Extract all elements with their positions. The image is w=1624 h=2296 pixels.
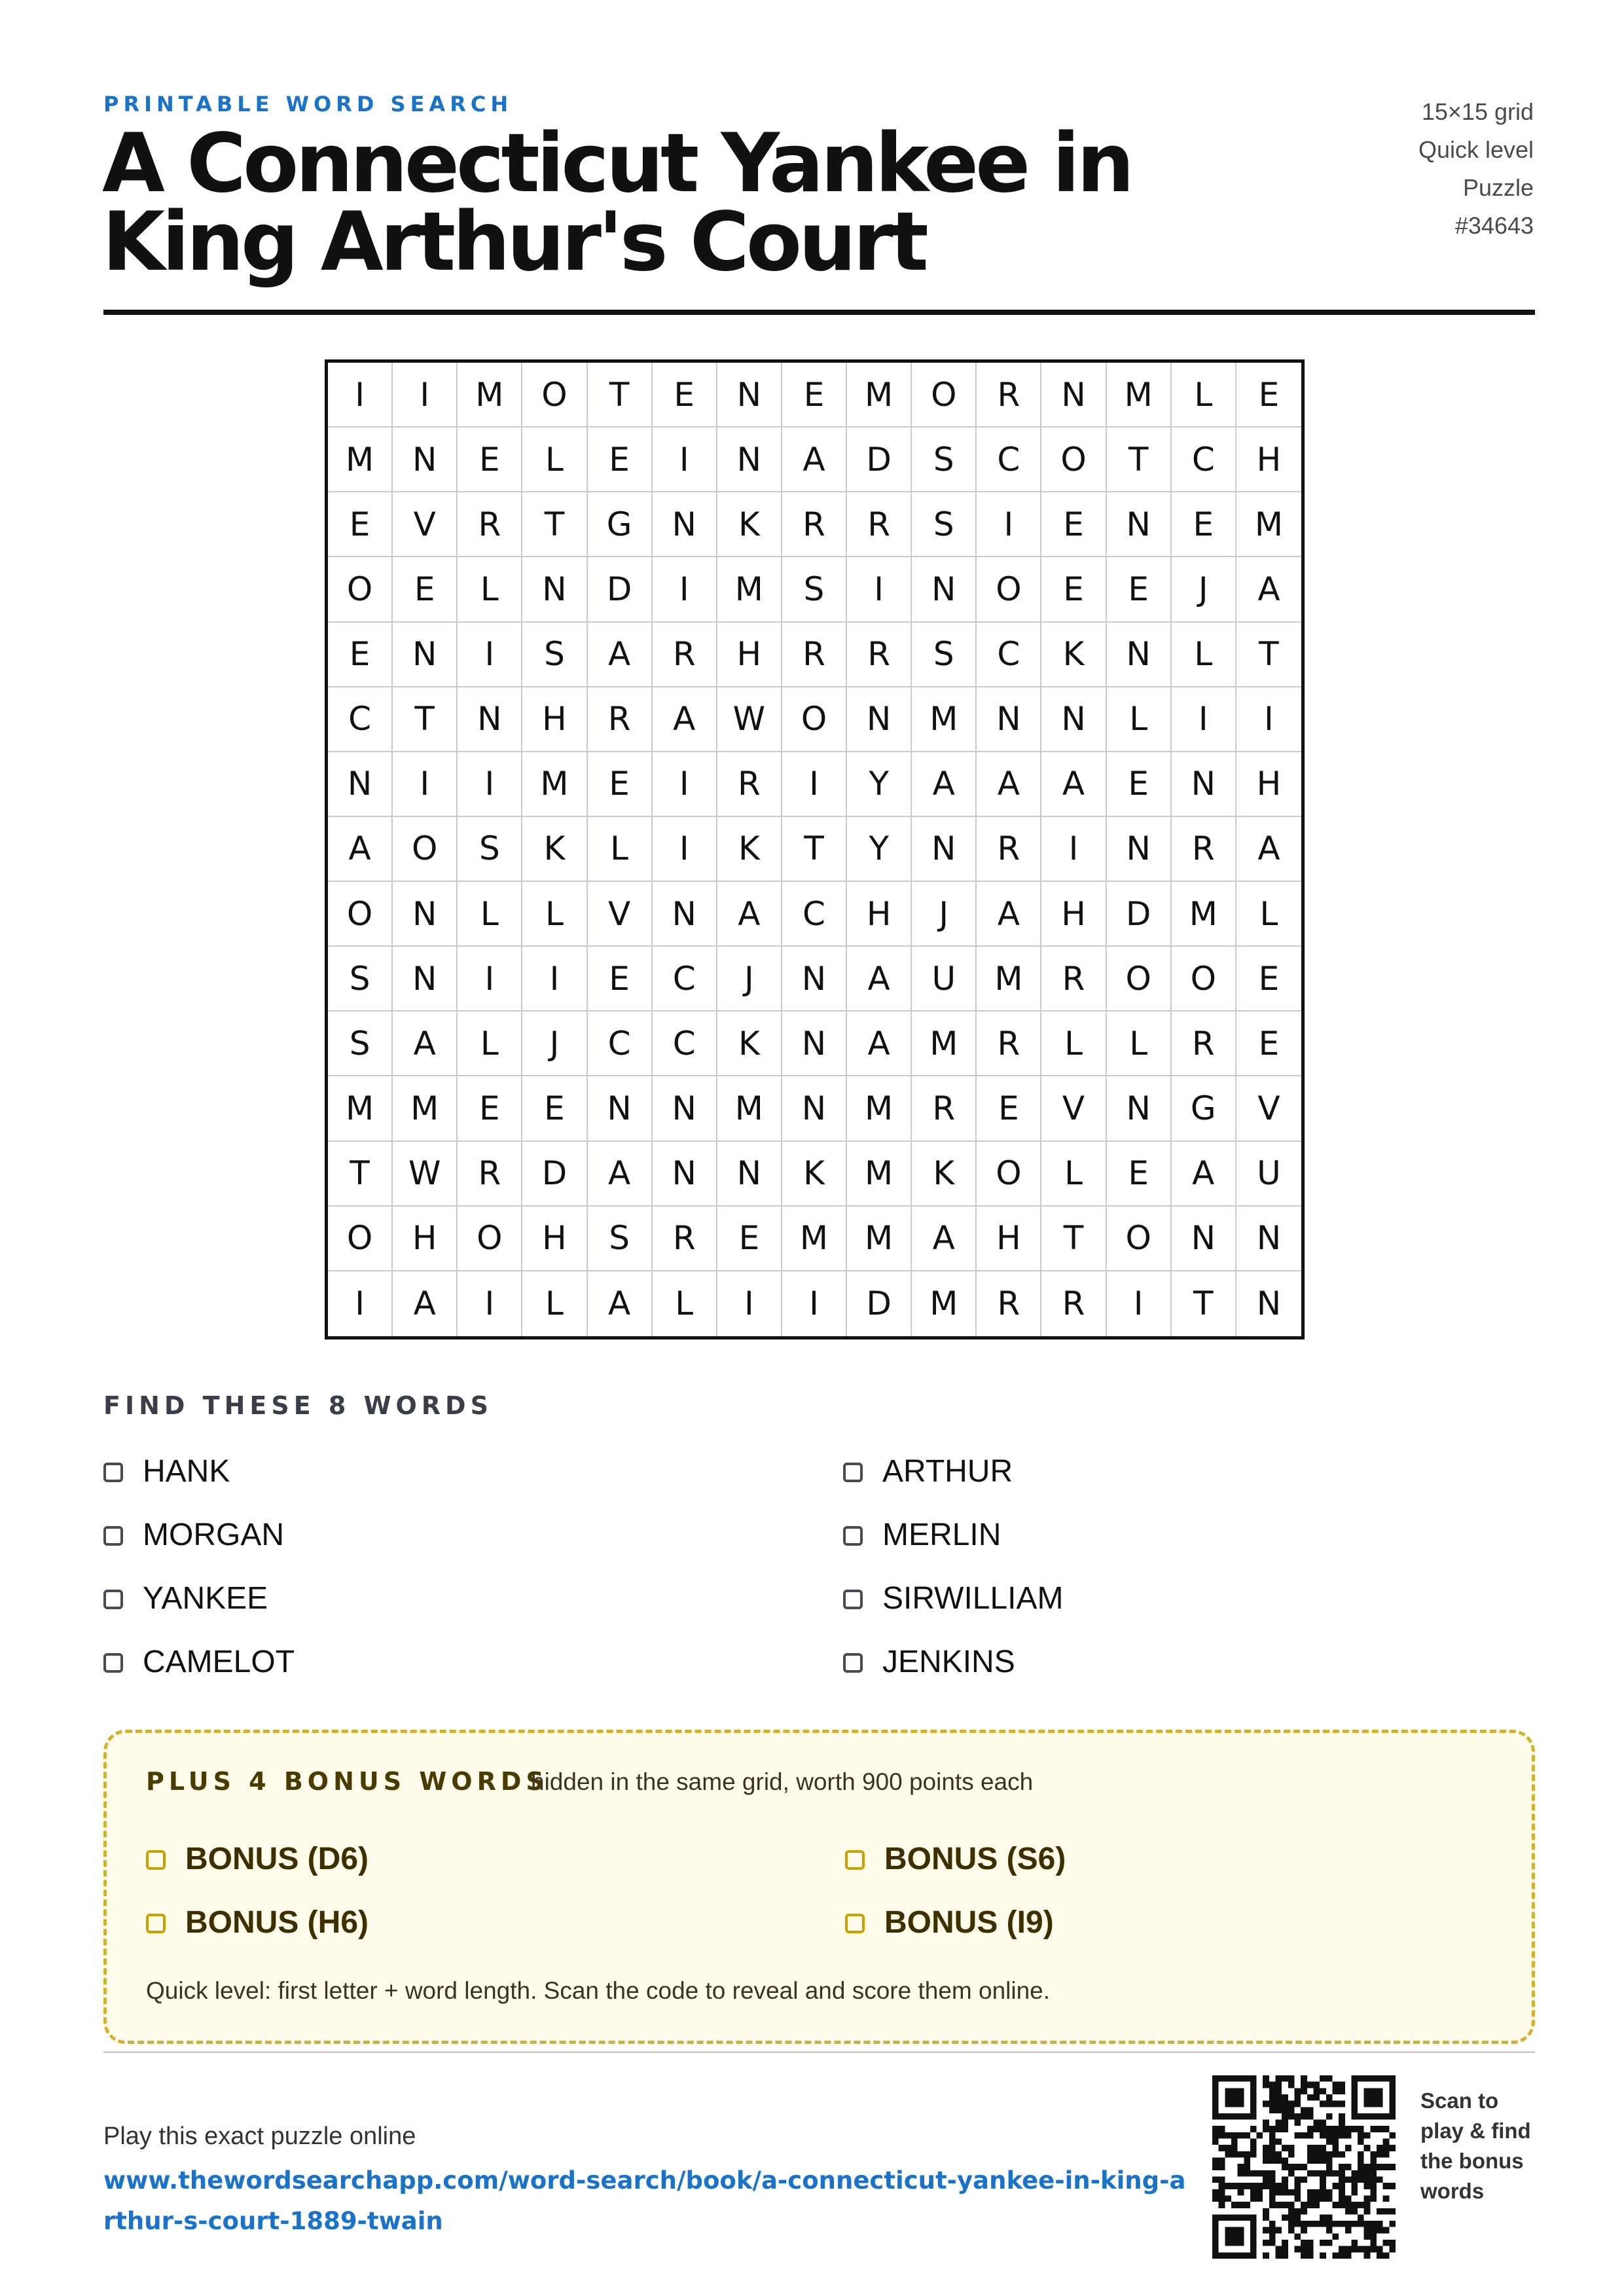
bonus-item-d6[interactable]: [146, 1838, 845, 1901]
grid-cell[interactable]: L: [522, 1271, 587, 1336]
grid-cell[interactable]: K: [717, 817, 782, 882]
grid-cell[interactable]: M: [522, 752, 587, 817]
grid-cell[interactable]: H: [1236, 428, 1301, 492]
word-label: SIRWILLIAM: [882, 1581, 1064, 1616]
grid-cell[interactable]: J: [912, 882, 977, 947]
grid-cell[interactable]: D: [588, 557, 653, 622]
grid-cell[interactable]: T: [1107, 428, 1172, 492]
grid-cell[interactable]: E: [717, 1207, 782, 1271]
grid-cell[interactable]: I: [1172, 687, 1236, 752]
word-item-arthur[interactable]: [843, 1450, 1535, 1514]
grid-cell[interactable]: C: [653, 947, 717, 1011]
grid-cell[interactable]: W: [393, 1142, 458, 1207]
grid-cell[interactable]: A: [1236, 817, 1301, 882]
grid-cell[interactable]: N: [717, 428, 782, 492]
bonus-item-i9[interactable]: [845, 1901, 1494, 1965]
grid-cell[interactable]: R: [1172, 817, 1236, 882]
grid-cell[interactable]: R: [458, 1142, 522, 1207]
grid-cell[interactable]: H: [522, 1207, 587, 1271]
grid-cell[interactable]: I: [458, 1271, 522, 1336]
grid-cell[interactable]: J: [1172, 557, 1236, 622]
grid-cell[interactable]: A: [588, 1142, 653, 1207]
grid-cell[interactable]: I: [653, 557, 717, 622]
grid-cell[interactable]: O: [782, 687, 847, 752]
checkbox[interactable]: [843, 1463, 863, 1482]
grid-cell[interactable]: U: [912, 947, 977, 1011]
grid-cell[interactable]: I: [522, 947, 587, 1011]
checkbox[interactable]: [146, 1914, 166, 1933]
grid-cell[interactable]: L: [458, 557, 522, 622]
grid-cell[interactable]: M: [717, 557, 782, 622]
grid-cell[interactable]: A: [1041, 752, 1106, 817]
grid-cell[interactable]: A: [977, 882, 1041, 947]
grid-cell[interactable]: E: [1041, 557, 1106, 622]
checkbox[interactable]: [843, 1590, 863, 1609]
grid-cell[interactable]: E: [1236, 363, 1301, 428]
grid-cell[interactable]: O: [328, 1207, 393, 1271]
checkbox[interactable]: [103, 1590, 123, 1609]
grid-cell[interactable]: O: [393, 817, 458, 882]
grid-cell[interactable]: L: [1172, 623, 1236, 687]
grid-cell[interactable]: E: [328, 623, 393, 687]
grid-cell[interactable]: E: [393, 557, 458, 622]
grid-cell[interactable]: N: [847, 687, 912, 752]
grid-cell[interactable]: M: [328, 1076, 393, 1141]
grid-cell[interactable]: L: [1236, 882, 1301, 947]
grid-cell[interactable]: E: [1107, 1142, 1172, 1207]
grid-cell[interactable]: A: [1236, 557, 1301, 622]
grid-cell[interactable]: S: [588, 1207, 653, 1271]
grid-cell[interactable]: D: [847, 428, 912, 492]
grid-cell[interactable]: N: [782, 947, 847, 1011]
grid-cell[interactable]: M: [912, 687, 977, 752]
grid-cell[interactable]: T: [782, 817, 847, 882]
grid-cell[interactable]: N: [1107, 623, 1172, 687]
grid-cell[interactable]: R: [977, 363, 1041, 428]
grid-cell[interactable]: N: [328, 752, 393, 817]
checkbox[interactable]: [103, 1526, 123, 1546]
grid-cell[interactable]: G: [588, 492, 653, 557]
grid-cell[interactable]: M: [912, 1011, 977, 1076]
grid-cell[interactable]: R: [847, 492, 912, 557]
grid-cell[interactable]: S: [458, 817, 522, 882]
word-item-merlin[interactable]: [843, 1514, 1535, 1577]
grid-cell[interactable]: N: [1172, 1207, 1236, 1271]
bonus-label: BONUS (I9): [884, 1905, 1054, 1940]
grid-cell[interactable]: N: [588, 1076, 653, 1141]
grid-cell[interactable]: R: [912, 1076, 977, 1141]
checkbox[interactable]: [843, 1526, 863, 1546]
grid-cell[interactable]: O: [1041, 428, 1106, 492]
checkbox[interactable]: [845, 1914, 865, 1933]
bonus-panel: [103, 1730, 1535, 2044]
grid-cell[interactable]: N: [977, 687, 1041, 752]
checkbox[interactable]: [843, 1653, 863, 1673]
grid-cell[interactable]: I: [717, 1271, 782, 1336]
meta-grid-size: 15×15 grid: [1421, 98, 1534, 125]
grid-cell[interactable]: E: [653, 363, 717, 428]
grid-cell[interactable]: I: [847, 557, 912, 622]
grid-cell[interactable]: N: [653, 1076, 717, 1141]
grid-cell[interactable]: A: [588, 1271, 653, 1336]
grid-cell[interactable]: E: [1236, 947, 1301, 1011]
grid-cell[interactable]: I: [1107, 1271, 1172, 1336]
grid-cell[interactable]: N: [393, 882, 458, 947]
grid-cell[interactable]: K: [717, 1011, 782, 1076]
grid-cell[interactable]: I: [458, 623, 522, 687]
grid-cell[interactable]: N: [1236, 1207, 1301, 1271]
puzzle-url-link[interactable]: www.thewordsearchapp.com/word-search/book/a-connecticut-yankee-in-king-arthur-s-court-1889-twain: [103, 2166, 1186, 2235]
grid-cell[interactable]: M: [847, 1142, 912, 1207]
grid-cell[interactable]: T: [1041, 1207, 1106, 1271]
grid-cell[interactable]: H: [717, 623, 782, 687]
grid-cell[interactable]: R: [782, 623, 847, 687]
bonus-note: Quick level: first letter + word length. Scan the code to reveal and score them online.: [146, 1977, 1051, 2004]
grid-cell[interactable]: C: [328, 687, 393, 752]
checkbox[interactable]: [146, 1850, 166, 1870]
grid-cell[interactable]: M: [328, 428, 393, 492]
grid-cell[interactable]: E: [1236, 1011, 1301, 1076]
bonus-label: BONUS (D6): [185, 1842, 369, 1876]
grid-cell[interactable]: A: [847, 947, 912, 1011]
qr-code[interactable]: [1212, 2075, 1396, 2259]
grid-cell[interactable]: C: [977, 623, 1041, 687]
grid-cell[interactable]: D: [522, 1142, 587, 1207]
grid-cell[interactable]: N: [393, 623, 458, 687]
grid-cell[interactable]: H: [522, 687, 587, 752]
word-item-yankee[interactable]: [103, 1577, 843, 1641]
grid-cell[interactable]: M: [912, 1271, 977, 1336]
meta-puzzle-label: Puzzle: [1462, 174, 1534, 201]
grid-cell[interactable]: I: [328, 1271, 393, 1336]
grid-cell[interactable]: N: [1041, 363, 1106, 428]
grid-cell[interactable]: E: [782, 363, 847, 428]
grid-cell[interactable]: E: [588, 428, 653, 492]
meta-puzzle-number: #34643: [1454, 212, 1534, 239]
grid-cell[interactable]: N: [912, 557, 977, 622]
grid-cell[interactable]: M: [782, 1207, 847, 1271]
grid-cell[interactable]: O: [977, 557, 1041, 622]
grid-cell[interactable]: S: [912, 492, 977, 557]
grid-cell[interactable]: I: [782, 752, 847, 817]
grid-cell[interactable]: D: [847, 1271, 912, 1336]
grid-cell[interactable]: U: [1236, 1142, 1301, 1207]
grid-cell[interactable]: H: [977, 1207, 1041, 1271]
grid-cell[interactable]: V: [1041, 1076, 1106, 1141]
grid-cell[interactable]: H: [393, 1207, 458, 1271]
word-label: CAMELOT: [143, 1645, 295, 1679]
word-label: ARTHUR: [882, 1454, 1013, 1489]
grid-cell[interactable]: H: [1236, 752, 1301, 817]
letter-grid: [325, 359, 1305, 1339]
word-item-hank[interactable]: [103, 1450, 843, 1514]
grid-cell[interactable]: A: [782, 428, 847, 492]
word-label: YANKEE: [143, 1581, 268, 1616]
scan-instructions: Scan to play & find the bonus words: [1420, 2088, 1531, 2203]
grid-cell[interactable]: I: [328, 363, 393, 428]
word-label: MORGAN: [143, 1518, 284, 1552]
grid-cell[interactable]: E: [1172, 492, 1236, 557]
grid-cell[interactable]: K: [717, 492, 782, 557]
bonus-list: [146, 1838, 1494, 1965]
grid-cell[interactable]: M: [847, 1076, 912, 1141]
grid-cell[interactable]: Y: [847, 817, 912, 882]
grid-cell[interactable]: E: [328, 492, 393, 557]
grid-cell[interactable]: R: [653, 623, 717, 687]
grid-cell[interactable]: A: [1172, 1142, 1236, 1207]
grid-cell[interactable]: M: [1236, 492, 1301, 557]
grid-cell[interactable]: E: [458, 428, 522, 492]
grid-cell[interactable]: L: [1041, 1142, 1106, 1207]
grid-cell[interactable]: A: [912, 1207, 977, 1271]
grid-cell[interactable]: N: [653, 1142, 717, 1207]
grid-cell[interactable]: T: [588, 363, 653, 428]
grid-cell[interactable]: O: [458, 1207, 522, 1271]
grid-cell[interactable]: A: [393, 1271, 458, 1336]
grid-cell[interactable]: S: [912, 428, 977, 492]
grid-cell[interactable]: N: [1107, 1076, 1172, 1141]
grid-cell[interactable]: R: [1041, 947, 1106, 1011]
grid-cell[interactable]: M: [847, 363, 912, 428]
grid-cell[interactable]: O: [912, 363, 977, 428]
grid-cell[interactable]: O: [522, 363, 587, 428]
grid-cell[interactable]: L: [458, 1011, 522, 1076]
grid-cell[interactable]: A: [588, 623, 653, 687]
grid-cell[interactable]: I: [1236, 687, 1301, 752]
grid-cell[interactable]: N: [1107, 817, 1172, 882]
word-list: [103, 1450, 1535, 1704]
grid-cell[interactable]: V: [393, 492, 458, 557]
find-words-heading: FIND THESE 8 WORDS: [103, 1391, 493, 1420]
grid-cell[interactable]: N: [522, 557, 587, 622]
word-label: MERLIN: [882, 1518, 1001, 1552]
grid-cell[interactable]: R: [717, 752, 782, 817]
grid-cell[interactable]: N: [912, 817, 977, 882]
puzzle-meta: [1272, 93, 1534, 245]
grid-cell[interactable]: T: [328, 1142, 393, 1207]
bonus-subtitle: hidden in the same grid, worth 900 points each: [531, 1768, 1034, 1795]
grid-cell[interactable]: R: [847, 623, 912, 687]
grid-cell[interactable]: C: [1172, 428, 1236, 492]
grid-cell[interactable]: A: [977, 752, 1041, 817]
grid-cell[interactable]: A: [653, 687, 717, 752]
grid-cell[interactable]: K: [1041, 623, 1106, 687]
grid-cell[interactable]: L: [1107, 1011, 1172, 1076]
bonus-item-h6[interactable]: [146, 1901, 845, 1965]
grid-cell[interactable]: E: [1107, 752, 1172, 817]
grid-cell[interactable]: N: [782, 1011, 847, 1076]
grid-cell[interactable]: E: [588, 947, 653, 1011]
grid-cell[interactable]: R: [977, 1011, 1041, 1076]
page-title: A Connecticut Yankee in King Arthur's Court: [102, 117, 1132, 289]
grid-cell[interactable]: R: [1172, 1011, 1236, 1076]
grid-cell[interactable]: L: [1172, 363, 1236, 428]
bonus-heading: PLUS 4 BONUS WORDS: [146, 1767, 549, 1796]
grid-cell[interactable]: J: [522, 1011, 587, 1076]
word-item-camelot[interactable]: [103, 1641, 843, 1704]
grid-cell[interactable]: L: [1041, 1011, 1106, 1076]
grid-cell[interactable]: N: [1041, 687, 1106, 752]
bonus-label: BONUS (H6): [185, 1905, 369, 1940]
grid-cell[interactable]: N: [653, 492, 717, 557]
grid-cell[interactable]: E: [458, 1076, 522, 1141]
grid-cell[interactable]: H: [1041, 882, 1106, 947]
grid-cell[interactable]: M: [393, 1076, 458, 1141]
grid-cell[interactable]: R: [653, 1207, 717, 1271]
bonus-item-s6[interactable]: [845, 1838, 1494, 1901]
grid-cell[interactable]: I: [1041, 817, 1106, 882]
grid-cell[interactable]: E: [1107, 557, 1172, 622]
word-label: HANK: [143, 1454, 230, 1489]
checkbox[interactable]: [845, 1850, 865, 1870]
grid-cell[interactable]: O: [977, 1142, 1041, 1207]
grid-cell[interactable]: I: [653, 817, 717, 882]
grid-cell[interactable]: I: [977, 492, 1041, 557]
grid-cell[interactable]: M: [847, 1207, 912, 1271]
grid-cell[interactable]: N: [393, 428, 458, 492]
grid-cell[interactable]: T: [393, 687, 458, 752]
grid-cell[interactable]: L: [653, 1271, 717, 1336]
grid-cell[interactable]: H: [847, 882, 912, 947]
grid-cell[interactable]: S: [328, 947, 393, 1011]
grid-cell[interactable]: O: [328, 882, 393, 947]
grid-cell[interactable]: N: [458, 687, 522, 752]
grid-cell[interactable]: E: [977, 1076, 1041, 1141]
word-item-jenkins[interactable]: [843, 1641, 1535, 1704]
grid-cell[interactable]: V: [588, 882, 653, 947]
checkbox[interactable]: [103, 1653, 123, 1673]
grid-cell[interactable]: G: [1172, 1076, 1236, 1141]
grid-cell[interactable]: N: [782, 1076, 847, 1141]
grid-cell[interactable]: K: [522, 817, 587, 882]
grid-cell[interactable]: K: [912, 1142, 977, 1207]
word-item-sirwilliam[interactable]: [843, 1577, 1535, 1641]
grid-cell[interactable]: A: [393, 1011, 458, 1076]
grid-cell[interactable]: T: [1172, 1271, 1236, 1336]
grid-cell[interactable]: R: [977, 1271, 1041, 1336]
grid-cell[interactable]: N: [393, 947, 458, 1011]
bonus-label: BONUS (S6): [884, 1842, 1066, 1876]
meta-level: Quick level: [1418, 136, 1534, 163]
grid-cell[interactable]: R: [977, 817, 1041, 882]
grid-cell[interactable]: E: [1041, 492, 1106, 557]
grid-cell[interactable]: I: [653, 752, 717, 817]
grid-cell[interactable]: S: [782, 557, 847, 622]
grid-cell[interactable]: V: [1236, 1076, 1301, 1141]
grid-cell[interactable]: E: [522, 1076, 587, 1141]
word-item-morgan[interactable]: [103, 1514, 843, 1577]
grid-cell[interactable]: M: [1107, 363, 1172, 428]
grid-cell[interactable]: C: [977, 428, 1041, 492]
grid-cell[interactable]: N: [1172, 752, 1236, 817]
grid-cell[interactable]: L: [522, 428, 587, 492]
grid-cell[interactable]: I: [458, 947, 522, 1011]
grid-cell[interactable]: I: [393, 752, 458, 817]
word-label: JENKINS: [882, 1645, 1015, 1679]
play-online-label: Play this exact puzzle online: [103, 2123, 416, 2150]
grid-cell[interactable]: A: [912, 752, 977, 817]
grid-cell[interactable]: Y: [847, 752, 912, 817]
grid-cell[interactable]: K: [782, 1142, 847, 1207]
grid-cell[interactable]: O: [328, 557, 393, 622]
grid-cell[interactable]: A: [328, 817, 393, 882]
grid-cell[interactable]: A: [717, 882, 782, 947]
grid-cell[interactable]: M: [717, 1076, 782, 1141]
grid-cell[interactable]: O: [1172, 947, 1236, 1011]
grid-cell[interactable]: S: [912, 623, 977, 687]
grid-cell[interactable]: M: [1172, 882, 1236, 947]
checkbox[interactable]: [103, 1463, 123, 1482]
footer-divider: [103, 2051, 1535, 2053]
kicker-label: PRINTABLE WORD SEARCH: [103, 92, 513, 117]
grid-cell[interactable]: L: [522, 882, 587, 947]
grid-cell[interactable]: A: [847, 1011, 912, 1076]
grid-cell[interactable]: I: [653, 428, 717, 492]
header-rule: [103, 310, 1535, 315]
grid-cell[interactable]: T: [522, 492, 587, 557]
grid-cell[interactable]: O: [1107, 1207, 1172, 1271]
grid-cell[interactable]: M: [977, 947, 1041, 1011]
grid-cell[interactable]: I: [393, 363, 458, 428]
grid-cell[interactable]: N: [717, 363, 782, 428]
grid-cell[interactable]: T: [1236, 623, 1301, 687]
grid-cell[interactable]: J: [717, 947, 782, 1011]
grid-cell[interactable]: L: [1107, 687, 1172, 752]
grid-cell[interactable]: L: [458, 882, 522, 947]
grid-cell[interactable]: W: [717, 687, 782, 752]
grid-cell[interactable]: S: [328, 1011, 393, 1076]
grid-cell[interactable]: I: [782, 1271, 847, 1336]
grid-cell[interactable]: S: [522, 623, 587, 687]
grid-cell[interactable]: N: [1256, 1285, 1282, 1323]
grid-cell[interactable]: N: [717, 1142, 782, 1207]
grid-cell[interactable]: N: [1107, 492, 1172, 557]
grid-cell[interactable]: E: [588, 752, 653, 817]
grid-cell[interactable]: R: [782, 492, 847, 557]
grid-cell[interactable]: O: [1107, 947, 1172, 1011]
grid-cell[interactable]: D: [1107, 882, 1172, 947]
grid-cell[interactable]: C: [782, 882, 847, 947]
grid-cell[interactable]: C: [588, 1011, 653, 1076]
grid-cell[interactable]: I: [458, 752, 522, 817]
grid-cell[interactable]: R: [588, 687, 653, 752]
grid-cell[interactable]: L: [588, 817, 653, 882]
grid-cell[interactable]: N: [653, 882, 717, 947]
grid-cell[interactable]: C: [653, 1011, 717, 1076]
grid-cell[interactable]: M: [458, 363, 522, 428]
grid-cell[interactable]: R: [458, 492, 522, 557]
grid-cell[interactable]: R: [1041, 1271, 1106, 1336]
